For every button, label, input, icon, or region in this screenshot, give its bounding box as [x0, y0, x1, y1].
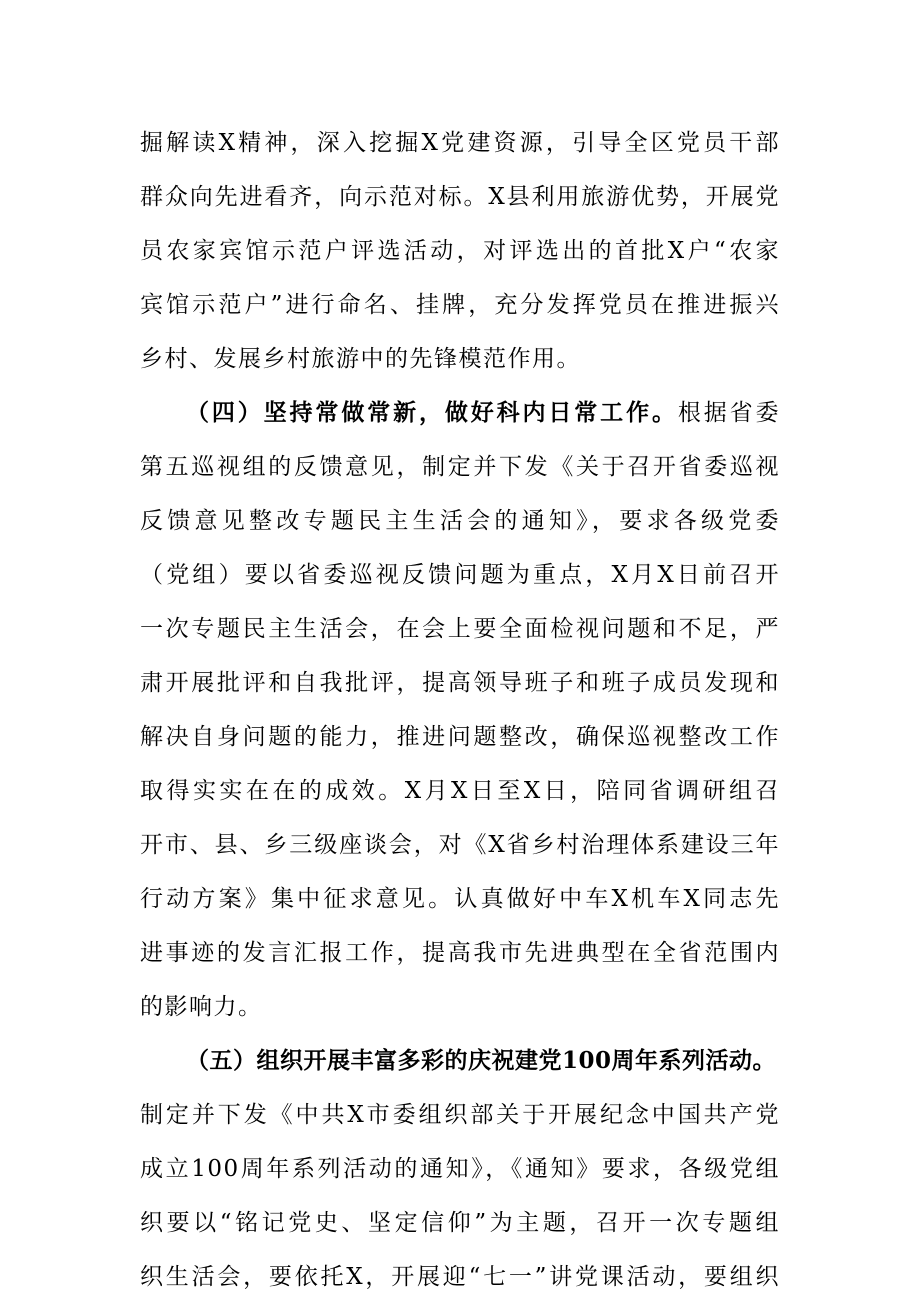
paragraph-line: 成立100周年系列活动的通知》，《通知》要求，各级党组	[140, 1156, 780, 1182]
paragraph-line: 织生活会，要依托X，开展迎“七一”讲党课活动，要组织	[140, 1264, 780, 1290]
paragraph-line: 开市、县、乡三级座谈会，对《X省乡村治理体系建设三年	[140, 832, 780, 858]
paragraph-line: （党组）要以省委巡视反馈问题为重点，X月X日前召开	[140, 562, 780, 588]
paragraph-line: 的影响力。	[140, 994, 263, 1020]
paragraph-line: 宾馆示范户”进行命名、挂牌，充分发挥党员在推进振兴	[140, 292, 780, 318]
paragraph-line: 进事迹的发言汇报工作，提高我市先进典型在全省范围内	[140, 940, 780, 966]
section-heading: （五）组织开展丰富多彩的庆祝建党100周年系列活动。	[186, 1047, 777, 1074]
paragraph-line: 一次专题民主生活会，在会上要全面检视问题和不足，严	[140, 616, 780, 642]
paragraph-line: 行动方案》集中征求意见。认真做好中车X机车X同志先	[140, 886, 780, 912]
paragraph-line: 制定并下发《中共X市委组织部关于开展纪念中国共产党	[140, 1102, 780, 1128]
paragraph-line: 乡村、发展乡村旅游中的先锋模范作用。	[140, 346, 581, 372]
paragraph-line: 反馈意见整改专题民主生活会的通知》，要求各级党委	[140, 508, 780, 534]
section-heading: （四）坚持常做常新，做好科内日常工作。	[186, 399, 678, 426]
paragraph-line: 解决自身问题的能力，推进问题整改，确保巡视整改工作	[140, 724, 780, 750]
paragraph-line: 掘解读X精神，深入挖掘X党建资源，引导全区党员干部	[140, 130, 780, 156]
paragraph-line: 肃开展批评和自我批评，提高领导班子和班子成员发现和	[140, 670, 780, 696]
paragraph-line: 织要以“铭记党史、坚定信仰”为主题，召开一次专题组	[140, 1210, 780, 1236]
paragraph-line: 群众向先进看齐，向示范对标。X县利用旅游优势，开展党	[140, 184, 780, 210]
section-heading-line	[186, 398, 780, 428]
heading-line-rest: 根据省委	[677, 400, 781, 426]
paragraph-line: 取得实实在在的成效。X月X日至X日，陪同省调研组召	[140, 778, 780, 804]
paragraph-line: 第五巡视组的反馈意见，制定并下发《关于召开省委巡视	[140, 454, 780, 480]
paragraph-line: 员农家宾馆示范户评选活动，对评选出的首批X户“农家	[140, 238, 780, 264]
